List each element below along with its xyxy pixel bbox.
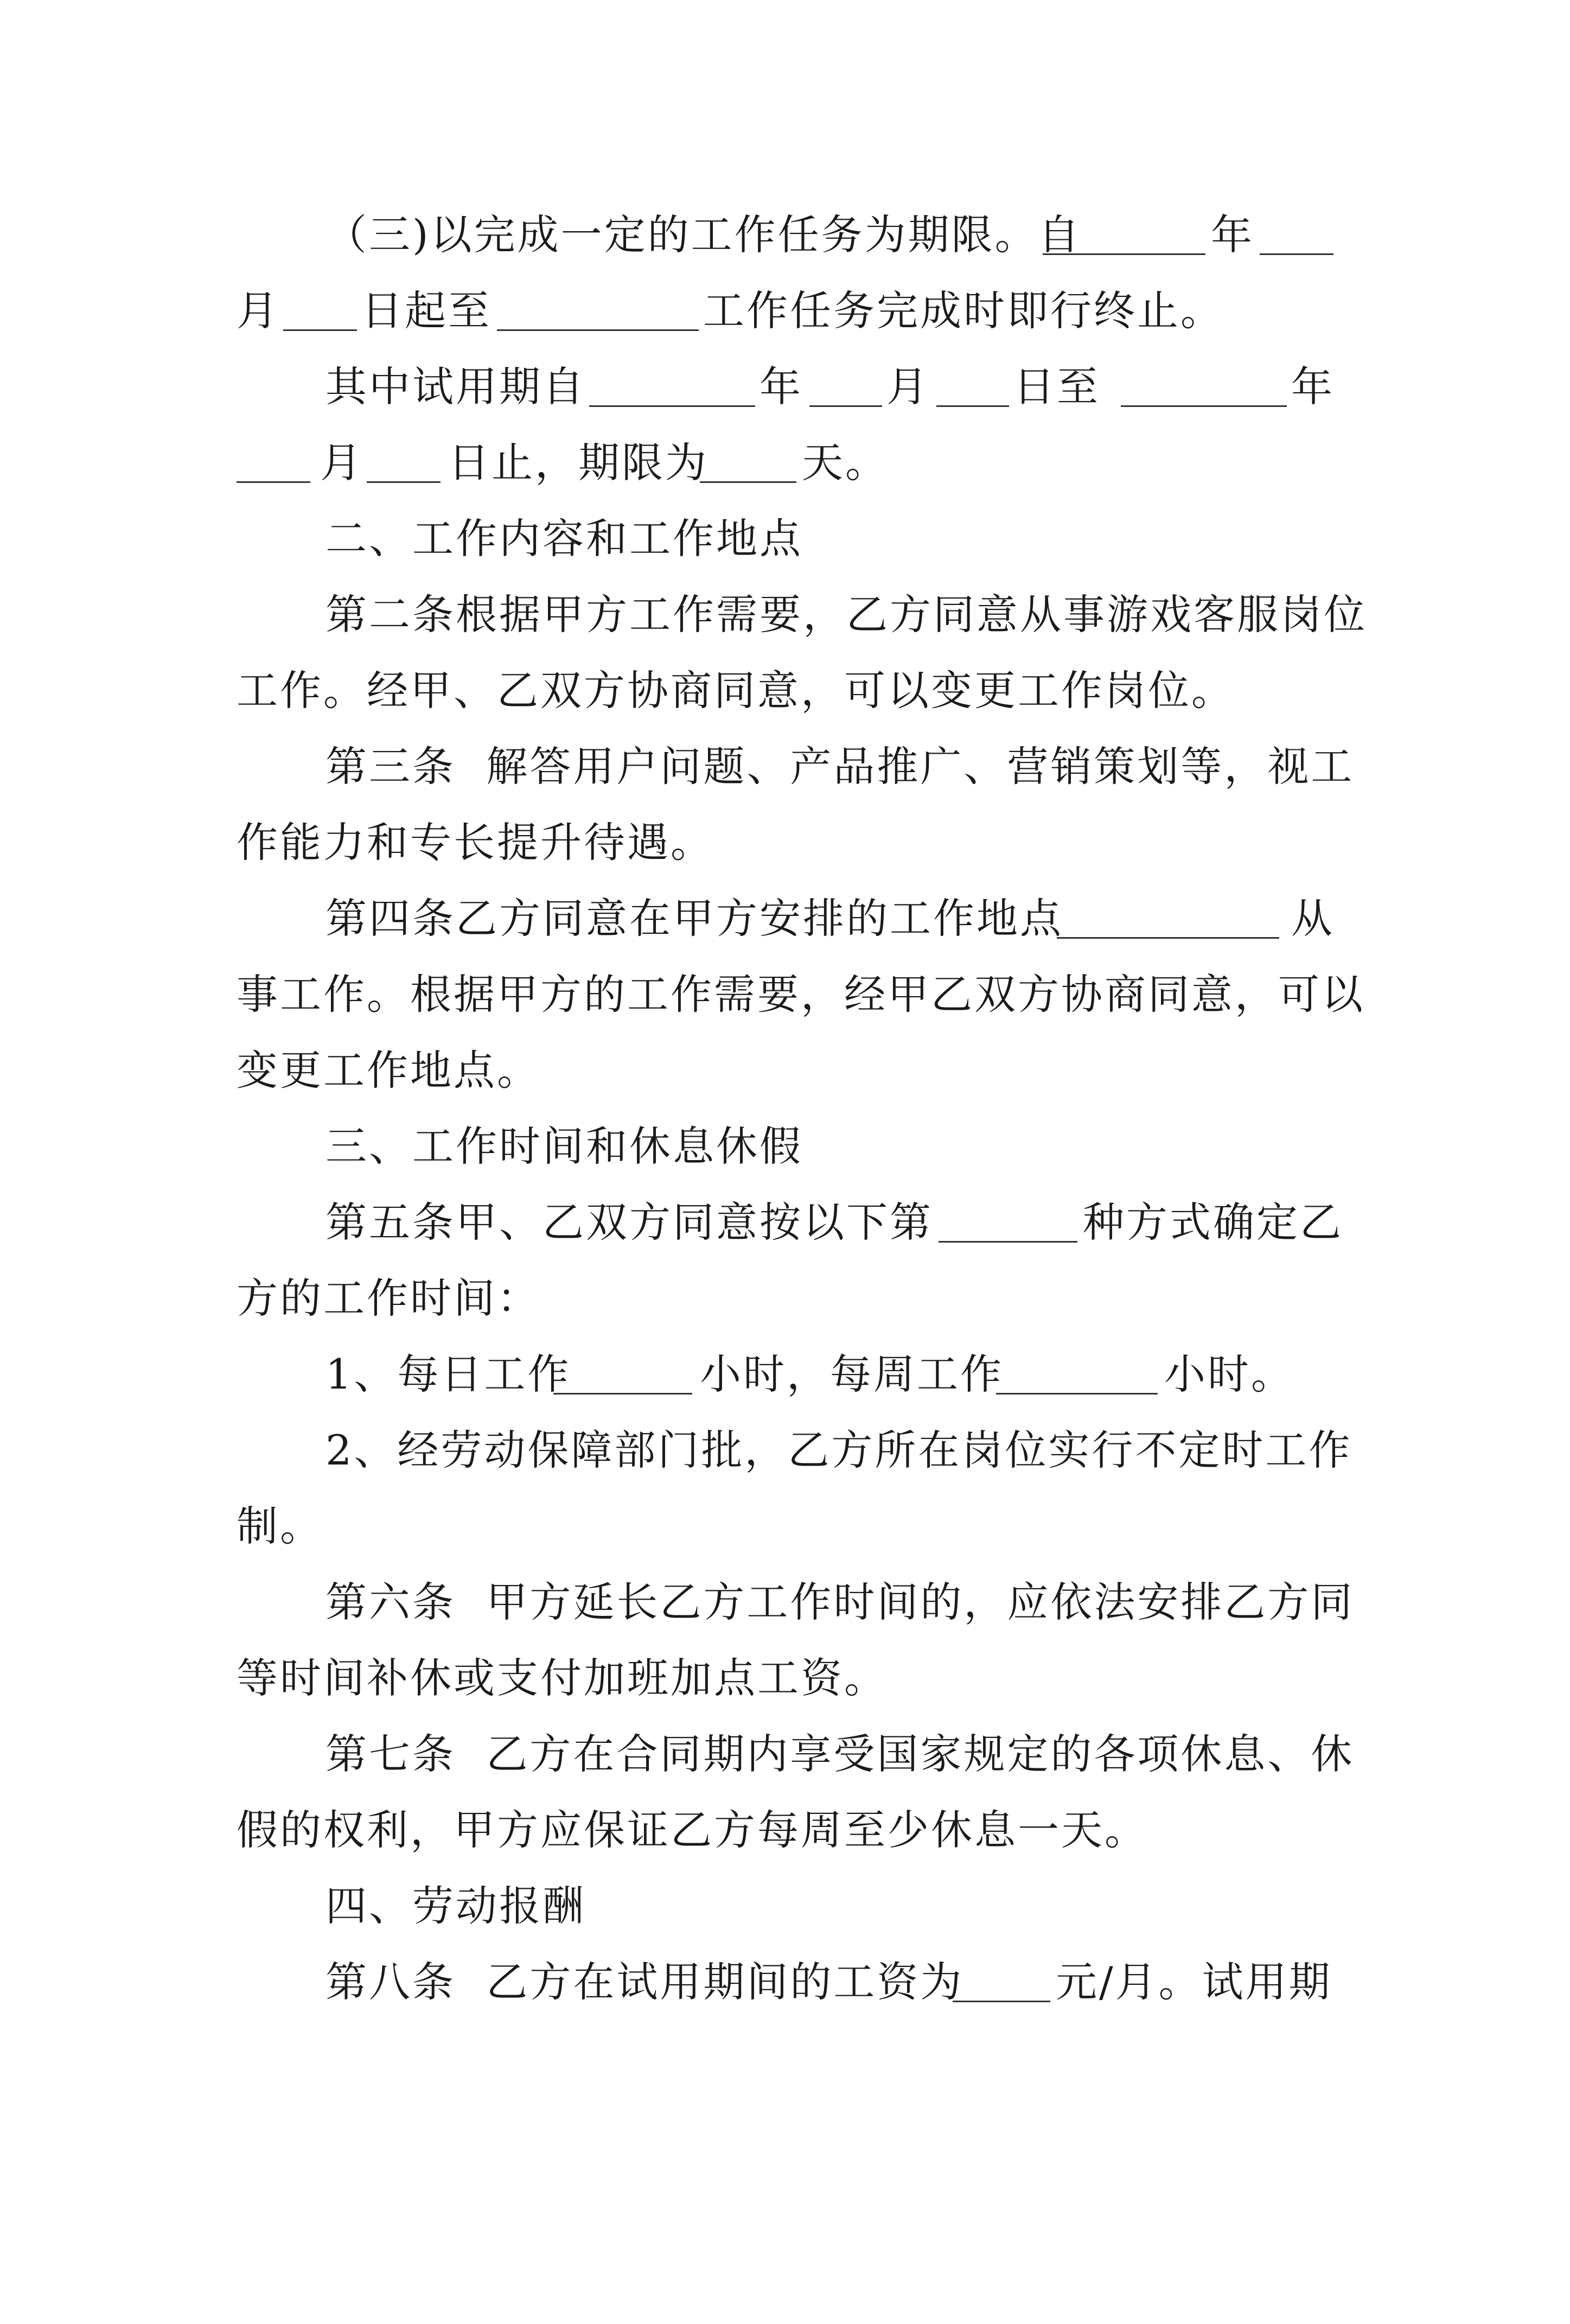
blank-underline [1043,253,1205,255]
text-line [0,653,1570,729]
text-line [0,577,1570,653]
heading-text: 三、工作时间和休息休假 [326,1122,803,1170]
text-segment: 工作任务完成时即行终止。 [703,286,1224,335]
blank-underline [1121,405,1287,407]
text-segment: 其中试用期自 [326,362,586,411]
text-line [0,1336,1570,1412]
blank-underline [809,405,882,407]
text-line [0,1033,1570,1109]
blank-underline [237,481,310,483]
text-line [0,729,1570,805]
text-line [0,1488,1570,1564]
text-line [0,273,1570,349]
blank-underline [939,1241,1077,1243]
text-segment: 第八条 乙方在试用期间的工资为 [326,1958,964,2006]
blank-underline [1057,937,1279,939]
text-line [0,197,1570,273]
text-line [0,1640,1570,1716]
text-line [0,1564,1570,1640]
blank-underline [283,329,357,331]
text-segment: 等时间补休或支付加班加点工资。 [237,1654,888,1702]
text-segment: 元/月。试用期 [1056,1958,1332,2006]
text-segment: 天。 [802,438,889,487]
text-segment: 工作。经甲、乙双方协商同意，可以变更工作岗位。 [237,666,1235,715]
blank-underline [553,1393,692,1395]
text-segment: 小时。 [1164,1350,1294,1398]
text-segment: 第七条 乙方在合同期内享受国家规定的各项休息、休 [326,1730,1355,1778]
text-segment: 小时，每周工作 [700,1350,1004,1398]
text-segment: 作能力和专长提升待遇。 [237,818,714,867]
text-segment: 1、每日工作 [326,1350,571,1398]
text-line [0,425,1570,501]
text-line [0,349,1570,425]
blank-underline [589,405,755,407]
text-segment: 事工作。根据甲方的工作需要，经甲乙双方协商同意，可以 [237,970,1365,1018]
text-line [0,881,1570,957]
heading-text: 二、工作内容和工作地点 [326,514,803,563]
text-line [0,957,1570,1033]
blank-underline [367,481,441,483]
text-line [0,1944,1570,2020]
blank-underline [953,2001,1050,2002]
heading-text: 四、劳动报酬 [326,1882,586,1930]
text-segment: 种方式确定乙 [1083,1198,1343,1246]
blank-underline [936,405,1009,407]
text-segment: 日止，期限为 [448,438,709,487]
text-segment: 第二条根据甲方工作需要，乙方同意从事游戏客服岗位 [326,590,1367,639]
blank-underline [700,481,796,483]
text-segment: 年 [1211,211,1254,259]
text-line [0,1185,1570,1260]
text-segment: 日至 [1013,362,1100,411]
text-segment: 月 [237,286,280,335]
text-line [0,1260,1570,1336]
text-segment: （三)以完成一定的工作任务为期限。自 [326,211,1082,259]
blank-underline [1260,253,1333,255]
text-segment: 月 [886,362,930,411]
text-segment: 2、经劳动保障部门批，乙方所在岗位实行不定时工作 [326,1426,1352,1474]
text-line [0,1412,1570,1488]
text-segment: 从 [1291,894,1335,943]
blank-underline [996,1393,1158,1395]
text-segment: 假的权利，甲方应保证乙方每周至少休息一天。 [237,1806,1148,1854]
text-line [0,805,1570,881]
section-heading [0,1109,1570,1185]
text-line [0,1792,1570,1868]
text-segment: 年 [760,362,803,411]
text-segment: 制。 [237,1502,323,1550]
text-segment: 第六条 甲方延长乙方工作时间的，应依法安排乙方同 [326,1578,1355,1626]
text-segment: 年 [1291,362,1335,411]
text-segment: 日起至 [361,286,492,335]
text-line [0,1716,1570,1792]
text-segment: 第四条乙方同意在甲方安排的工作地点 [326,894,1063,943]
section-heading [0,1868,1570,1944]
text-segment: 第三条 解答用户问题、产品推广、营销策划等，视工 [326,742,1355,791]
text-segment: 方的工作时间： [237,1274,540,1322]
section-heading [0,501,1570,577]
text-segment: 月 [320,438,363,487]
blank-underline [497,329,699,331]
text-segment: 变更工作地点。 [237,1046,540,1094]
text-segment: 第五条甲、乙双方同意按以下第 [326,1198,933,1246]
